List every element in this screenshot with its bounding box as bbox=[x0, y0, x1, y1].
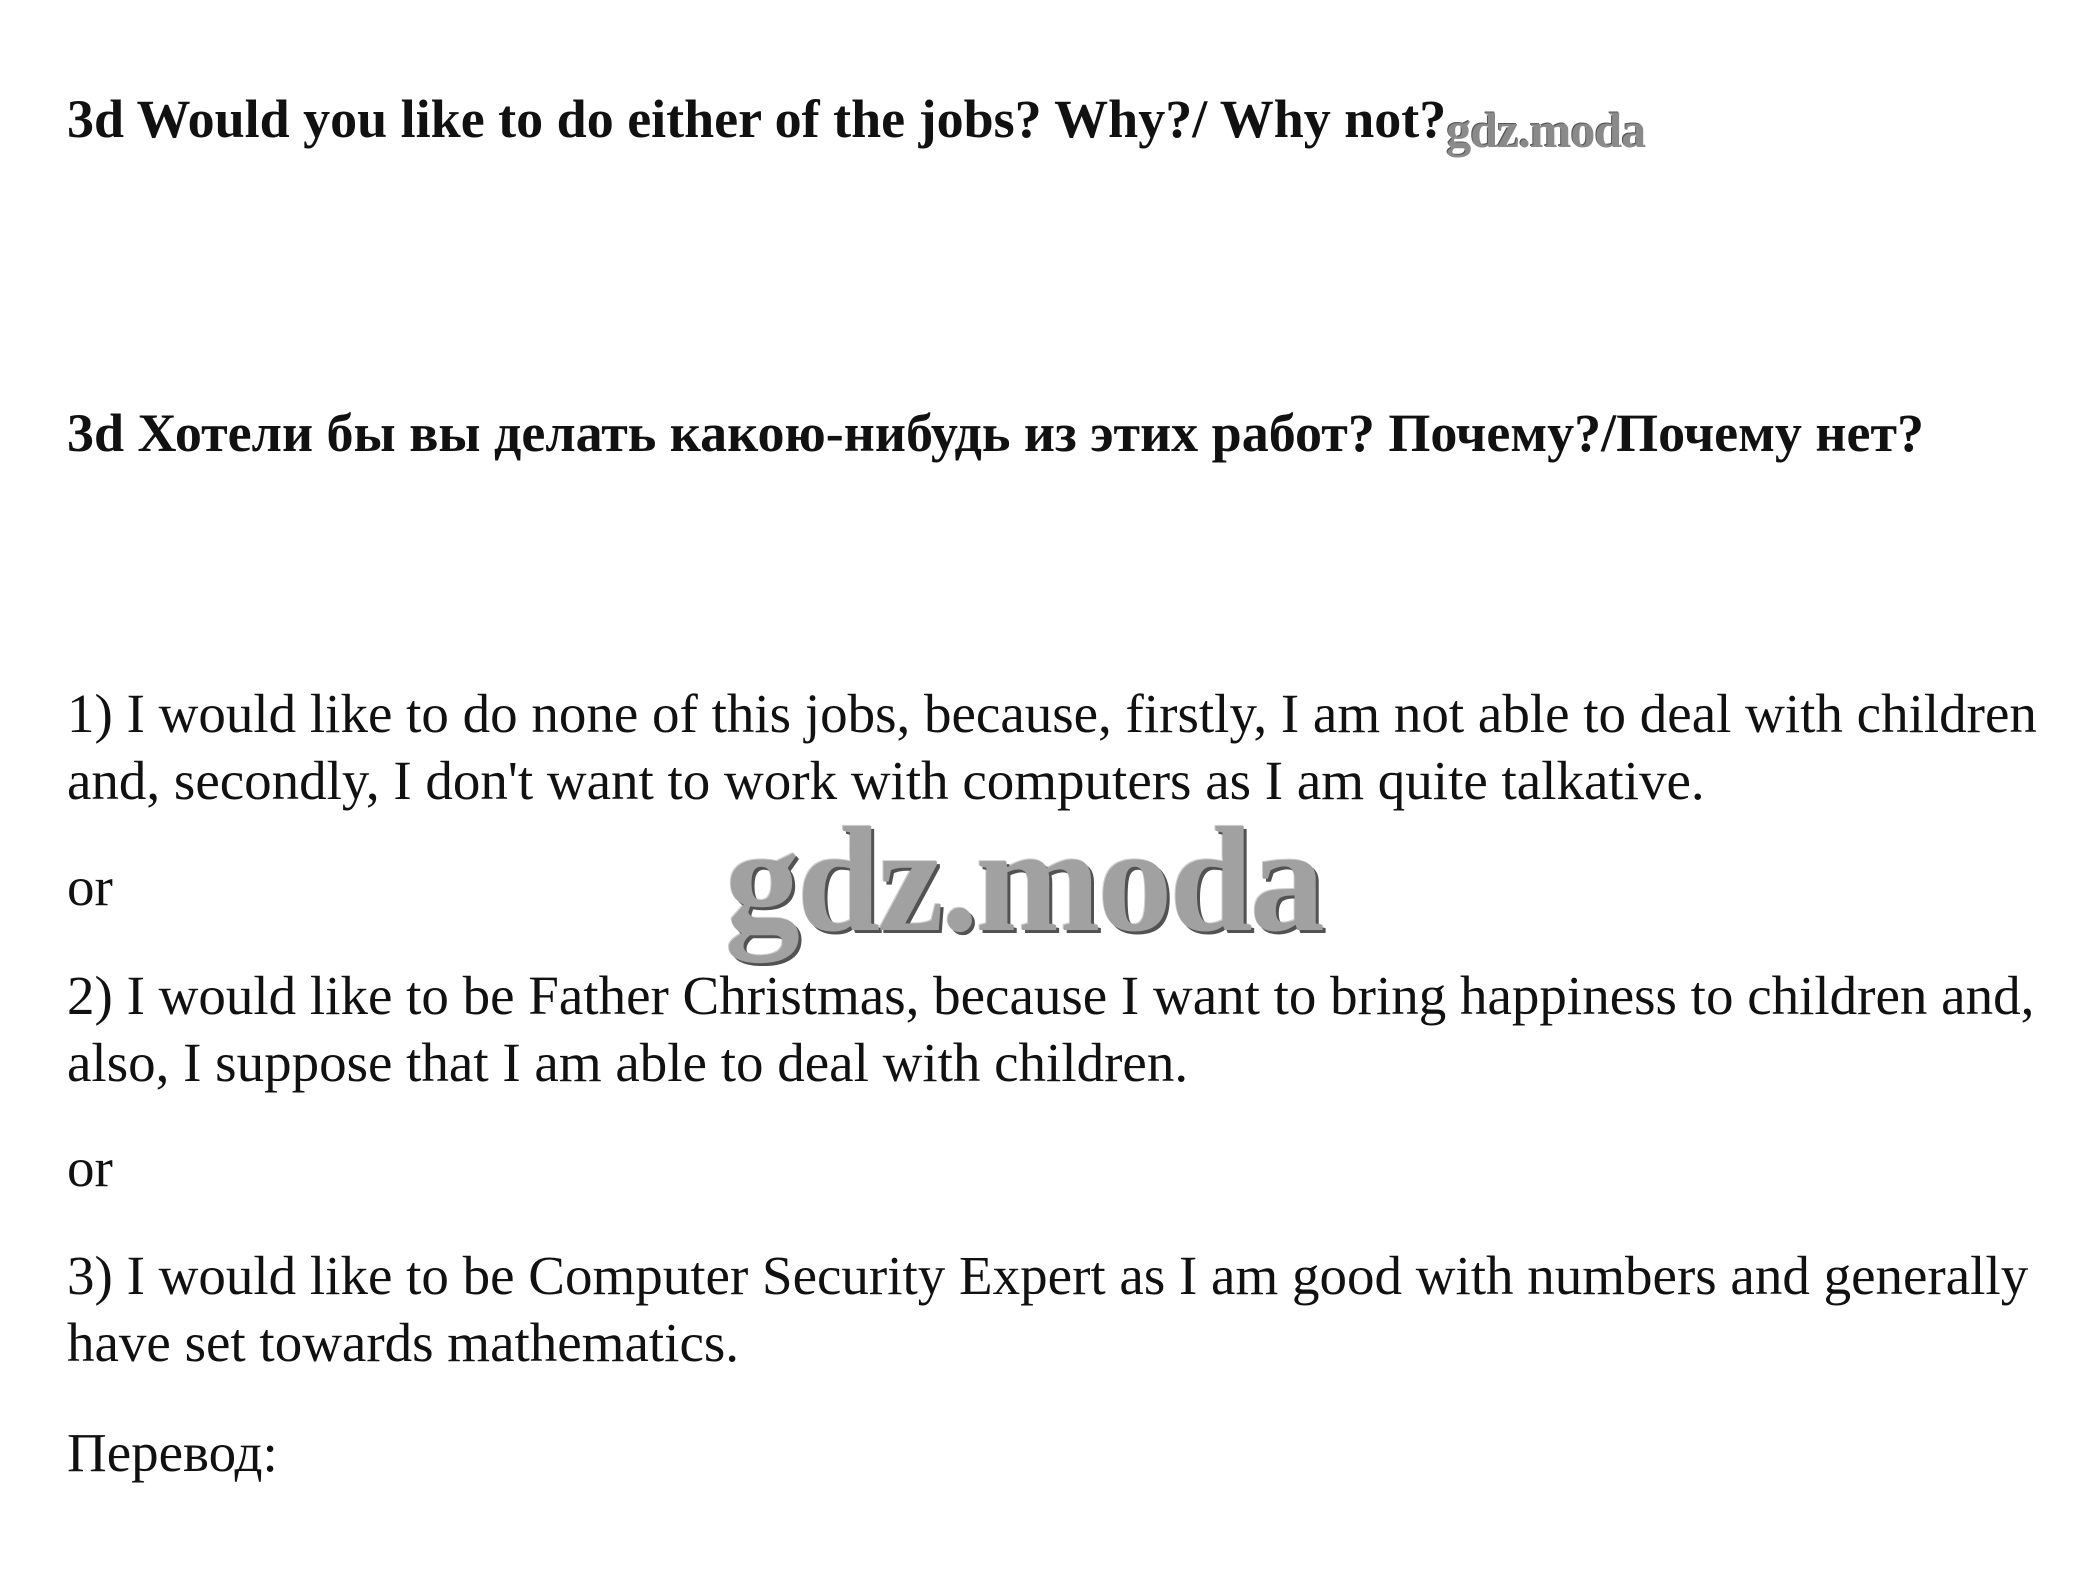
answer-option-2: 2) I would like to be Father Christmas, because I want to bring happiness to children and, also, I suppose that I am able to deal with children. bbox=[67, 965, 2035, 1093]
exercise-heading-english bbox=[67, 84, 1645, 165]
or-separator-2: or bbox=[67, 1137, 113, 1198]
watermark-logo-large: gdz.moda bbox=[725, 797, 1322, 963]
or-separator-1: or bbox=[67, 856, 113, 917]
exercise-heading-russian: 3d Хотели бы вы делать какою-нибудь из этих работ? Почему?/Почему нет? bbox=[67, 403, 1925, 463]
answer-option-3: 3) I would like to be Computer Security Expert as I am good with numbers and generally have set towards mathematics. bbox=[67, 1245, 2029, 1373]
heading-english-text: 3d Would you like to do either of the jobs? Why?/ Why not? bbox=[67, 89, 1447, 149]
answer-option-1: 1) I would like to do none of this jobs, because, firstly, I am not able to deal with children and, secondly, I don't want to work with computers as I am quite talkative. bbox=[67, 683, 2037, 811]
watermark-logo-small: gdz.moda bbox=[1446, 102, 1646, 158]
translation-label: Перевод: bbox=[67, 1422, 278, 1483]
